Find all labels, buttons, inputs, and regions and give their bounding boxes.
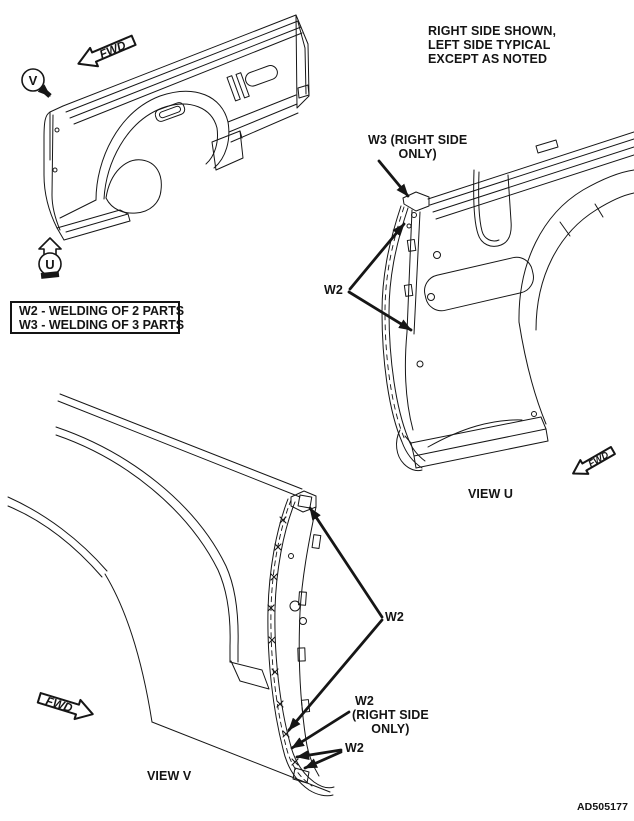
fwd-label: FWD [44, 693, 75, 716]
fwd-arrow-view-v [36, 688, 95, 723]
legend-row-w3: W3 - WELDING OF 3 PARTS [19, 318, 185, 332]
view-v-drawing [8, 394, 334, 796]
w2-view-v-top-arrow-upper [310, 508, 382, 617]
weld-legend-box [10, 301, 185, 334]
view-v-marker-letter: V [28, 73, 38, 88]
fwd-arrow-view-u [569, 444, 617, 481]
note-line-3: EXCEPT AS NOTED [428, 52, 548, 66]
w2-view-u-arrow-lower [349, 292, 411, 330]
w3-line-1: W3 (RIGHT SIDE [368, 133, 468, 147]
w2-view-u-label: W2 [324, 283, 343, 297]
note-line-1: RIGHT SIDE SHOWN, [428, 24, 557, 38]
view-marker-u [39, 238, 61, 279]
view-v-caption: VIEW V [147, 769, 192, 783]
fwd-arrow-overview [74, 31, 137, 73]
view-v-direction-arrow [41, 88, 50, 96]
weld-cross-marks [268, 517, 298, 765]
orientation-note [428, 24, 556, 66]
fwd-label: FWD [97, 37, 128, 62]
weld-stitch-line-view-v [271, 500, 312, 786]
w2-view-v-bottom-label: W2 [345, 741, 364, 755]
w2-view-u-arrow-upper [350, 224, 404, 289]
w2-right-side-line-2: (RIGHT SIDE [352, 708, 429, 722]
view-u-marker-letter: U [45, 257, 55, 272]
w3-line-2: ONLY) [398, 147, 437, 161]
w2-right-side-line-1: W2 [355, 694, 374, 708]
figure-number: AD505177 [577, 801, 629, 813]
view-marker-v [22, 69, 50, 96]
view-u-drawing [382, 132, 634, 471]
note-line-2: LEFT SIDE TYPICAL [428, 38, 551, 52]
w2-view-v-top-label: W2 [385, 610, 404, 624]
w2-right-side-line-3: ONLY) [371, 722, 410, 736]
callout-arrows [289, 161, 411, 768]
legend-row-w2: W2 - WELDING OF 2 PARTS [19, 304, 185, 318]
view-u-caption: VIEW U [468, 487, 514, 501]
w3-callout-label [368, 133, 467, 161]
overview-bedside-inner-panel-drawing [44, 15, 309, 240]
w3-arrow [379, 161, 408, 196]
w2-right-side-label [352, 694, 429, 736]
fwd-label: FWD [586, 449, 611, 471]
